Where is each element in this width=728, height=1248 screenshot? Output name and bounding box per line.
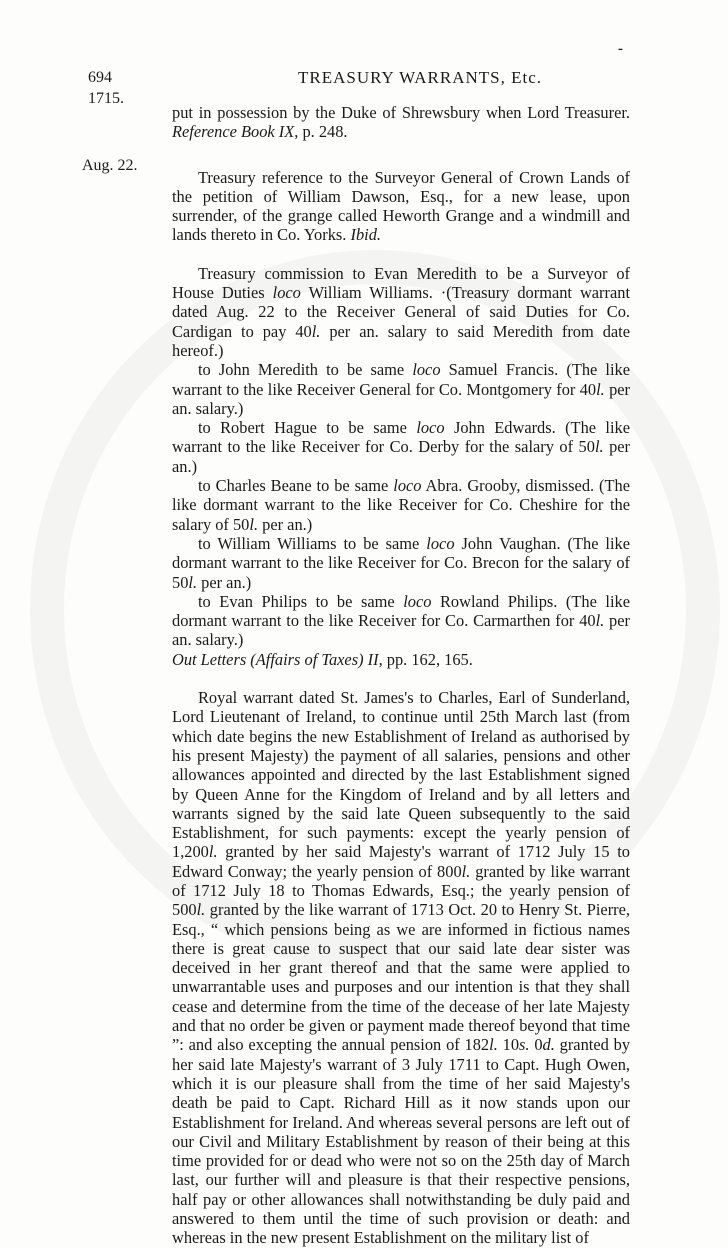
margin-date: Aug. 22. xyxy=(82,157,138,174)
page-body xyxy=(172,103,630,1248)
paragraph-commission-john-meredith: to John Meredith to be same loco Samuel Francis. (The like warrant to the like Receiver General for Co. Montgomery for 40l. per an. salary.) xyxy=(172,360,630,418)
reference-citation: Reference Book IX xyxy=(172,122,295,142)
paragraph-commission-beane: to Charles Beane to be same loco Abra. Grooby, dismissed. (The like dormant warrant to the like Receiver for Co. Cheshire for the salary of 50l. per an.) xyxy=(172,476,630,534)
reference-citation-out-letters: Out Letters (Affairs of Taxes) II, pp. 162, 165. xyxy=(172,649,473,669)
running-title: TREASURY WARRANTS, Etc. xyxy=(297,68,543,87)
paragraph-commission-meredith: Treasury commission to Evan Meredith to be a Surveyor of House Duties loco William Williams. ·(Treasury dormant warrant dated Aug. 22 to the Receiver General of said Duties for Co. Cardigan to pay 40l. per an. salary to said Meredith from date hereof.) xyxy=(172,263,630,360)
page-number: 694 xyxy=(88,69,112,86)
paragraph-commission-philips: to Evan Philips to be same loco Rowland Philips. (The like dormant warrant to the like Receiver for Co. Carmarthen for 40l. per an. salary.) xyxy=(172,591,631,650)
paragraph-commission-williams: to William Williams to be same loco John Vaughan. (The like dormant warrant to the like Receiver for Co. Brecon for the salary of 50l. per an.) xyxy=(172,533,631,592)
paragraph-commission-hague: to Robert Hague to be same loco John Edwards. (The like warrant to the like Receiver for Co. Derby for the salary of 50l. per an.) xyxy=(172,418,630,476)
paragraph-continuation: put in possession by the Duke of Shrewsbury when Lord Treasurer. Reference Book IX, p. 248. xyxy=(172,103,630,142)
margin-year: 1715. xyxy=(88,90,124,107)
page-top-mark: - xyxy=(618,41,623,57)
ibid-citation: Ibid. xyxy=(350,225,382,245)
paragraph-royal-warrant: Royal warrant dated St. James's to Charles, Earl of Sunderland, Lord Lieutenant of Ireland, to continue until 25th March last (from which date begins the new Establishment of Ireland as authorised by his present Majesty) the payment of all salaries, pensions and other allowances appointed and directed by the last Establishment signed by Queen Anne for the Kingdom of Ireland and by all letters and warrants signed by the said late Queen subsequently to the said Establishment, for such payments: except the yearly pension of 1,200l. granted by her said Majesty's warrant of 1712 July 15 to Edward Conway; the yearly pension of 800l. granted by like warrant of 1712 July 18 to Thomas Edwards, Esq.; the yearly pension of 500l. granted by the like warrant of 1713 Oct. 20 to Henry St. Pierre, Esq., “ which pensions being as we are informed in fictious names there is great cause to suspect that our said late dear sister was deceived in her grant thereof and that the same were applied to unwarrantable uses and purposes and our intention is that they shall cease and determine from the time of the decease of her late Majesty and that no order be given or payment made thereof beyond that time ”: and also excepting the annual pension of 182l. 10s. 0d. granted by her said late Majesty's warrant of 3 July 1711 to Capt. Hugh Owen, which it is our pleasure shall from the time of her said Majesty's death be paid to Capt. Richard Hill as it now stands upon our Establishment for Ireland. And whereas several persons are left out of our Civil and Military Establishment by reason of their being at this time provided for or dead who were not so on the 25th day of March last, our further will and pleasure is that their respective pensions, half pay or other allowances shall notwithstanding be duly paid and answered to them until the time of such provision or death: and whereas in the new present Establishment on the military list of xyxy=(172,688,631,1248)
paragraph-treasury-reference: Treasury reference to the Surveyor General of Crown Lands of the petition of William Dawson, Esq., for a new lease, upon surrender, of the grange called Heworth Grange and a windmill and lands thereto in Co. Yorks. Ibid. xyxy=(172,167,630,245)
